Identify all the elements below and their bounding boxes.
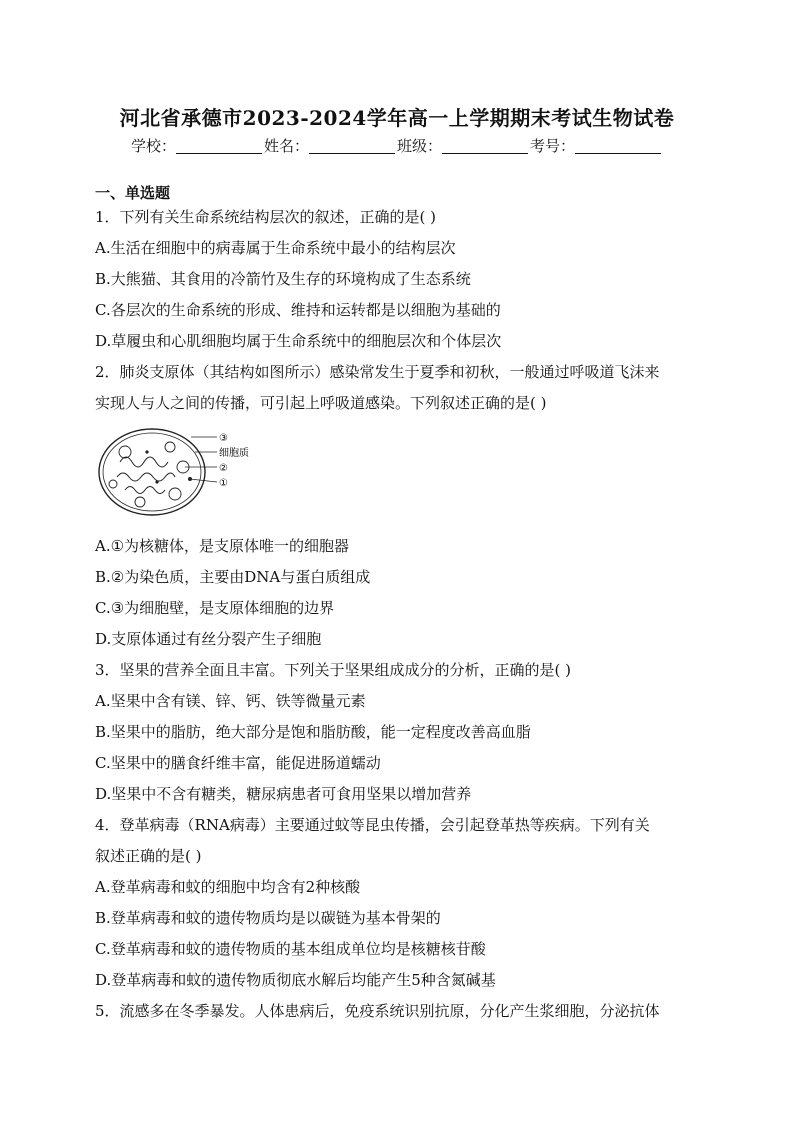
class-label: 班级： bbox=[397, 137, 443, 155]
question-2-option-d: D.支原体通过有丝分裂产生子细胞 bbox=[95, 630, 322, 648]
outer-membrane bbox=[99, 429, 205, 515]
granule bbox=[169, 488, 181, 500]
question-2-option-a: A.①为核糖体，是支原体唯一的细胞器 bbox=[95, 537, 350, 555]
question-4-option-b: B.登革病毒和蚊的遗传物质均是以碳链为基本骨架的 bbox=[95, 909, 441, 927]
exam-no-blank[interactable] bbox=[575, 139, 661, 154]
ribosome-dot bbox=[145, 450, 148, 453]
question-3-option-b: B.坚果中的脂肪，绝大部分是饱和脂肪酸，能一定程度改善高血脂 bbox=[95, 723, 531, 741]
student-info-row bbox=[0, 135, 794, 156]
mycoplasma-structure-figure bbox=[95, 422, 255, 522]
question-1-option-c: C.各层次的生命系统的形成、维持和运转都是以细胞为基础的 bbox=[95, 301, 501, 319]
question-4-stem-continued: 叙述正确的是( ) bbox=[95, 847, 202, 865]
question-3-option-c: C.坚果中的膳食纤维丰富，能促进肠道蠕动 bbox=[95, 754, 381, 772]
question-3-option-d: D.坚果中不含有糖类，糖尿病患者可食用坚果以增加营养 bbox=[95, 785, 472, 803]
question-3-stem: 3．坚果的营养全面且丰富。下列关于坚果组成成分的分析，正确的是( ) bbox=[95, 661, 572, 679]
question-1-option-a: A.生活在细胞中的病毒属于生命系统中最小的结构层次 bbox=[95, 239, 456, 257]
exam-no-label: 考号： bbox=[530, 137, 576, 155]
granule bbox=[119, 446, 131, 458]
question-1-option-b: B.大熊猫、其食用的冷箭竹及生存的环境构成了生态系统 bbox=[95, 270, 471, 288]
school-blank[interactable] bbox=[176, 139, 262, 154]
figure-label-1: ① bbox=[219, 478, 228, 489]
granule bbox=[109, 480, 117, 488]
mycoplasma-diagram bbox=[95, 422, 255, 522]
question-2-stem: 2．肺炎支原体（其结构如图所示）感染常发生于夏季和初秋，一般通过呼吸道飞沫来 bbox=[95, 363, 660, 381]
ribosome-dot bbox=[155, 480, 158, 483]
nucleoid-strands bbox=[117, 457, 175, 494]
page-title: 河北省承德市2023-2024学年高一上学期期末考试生物试卷 bbox=[119, 106, 675, 130]
question-4-option-d: D.登革病毒和蚊的遗传物质彻底水解后均能产生5种含氮碱基 bbox=[95, 971, 496, 989]
granule bbox=[135, 497, 145, 507]
figure-label-3: ③ bbox=[219, 433, 228, 444]
granule bbox=[165, 442, 175, 452]
school-label: 学校： bbox=[130, 137, 176, 155]
question-4-option-a: A.登革病毒和蚊的细胞中均含有2种核酸 bbox=[95, 878, 361, 896]
figure-label-cytoplasm: 细胞质 bbox=[219, 448, 249, 459]
question-4-option-c: C.登革病毒和蚊的遗传物质的基本组成单位均是核糖核苷酸 bbox=[95, 940, 486, 958]
question-2-option-b: B.②为染色质，主要由DNA与蛋白质组成 bbox=[95, 568, 371, 586]
question-1-stem: 1．下列有关生命系统结构层次的叙述，正确的是( ) bbox=[95, 208, 437, 226]
class-blank[interactable] bbox=[442, 139, 528, 154]
question-2-option-c: C.③为细胞壁，是支原体细胞的边界 bbox=[95, 599, 335, 617]
question-5-stem: 5．流感多在冬季暴发。人体患病后，免疫系统识别抗原，分化产生浆细胞，分泌抗体 bbox=[95, 1002, 660, 1020]
question-1-option-d: D.草履虫和心肌细胞均属于生命系统中的细胞层次和个体层次 bbox=[95, 332, 502, 350]
question-2-stem-continued: 实现人与人之间的传播，可引起上呼吸道感染。下列叙述正确的是( ) bbox=[95, 394, 547, 412]
figure-label-2: ② bbox=[219, 463, 228, 474]
section-title: 一、单选题 bbox=[95, 184, 171, 202]
question-4-stem: 4．登革病毒（RNA病毒）主要通过蚊等昆虫传播，会引起登革热等疾病。下列有关 bbox=[95, 816, 650, 834]
name-label: 姓名： bbox=[263, 137, 309, 155]
question-3-option-a: A.坚果中含有镁、锌、钙、铁等微量元素 bbox=[95, 692, 366, 710]
name-blank[interactable] bbox=[309, 139, 395, 154]
